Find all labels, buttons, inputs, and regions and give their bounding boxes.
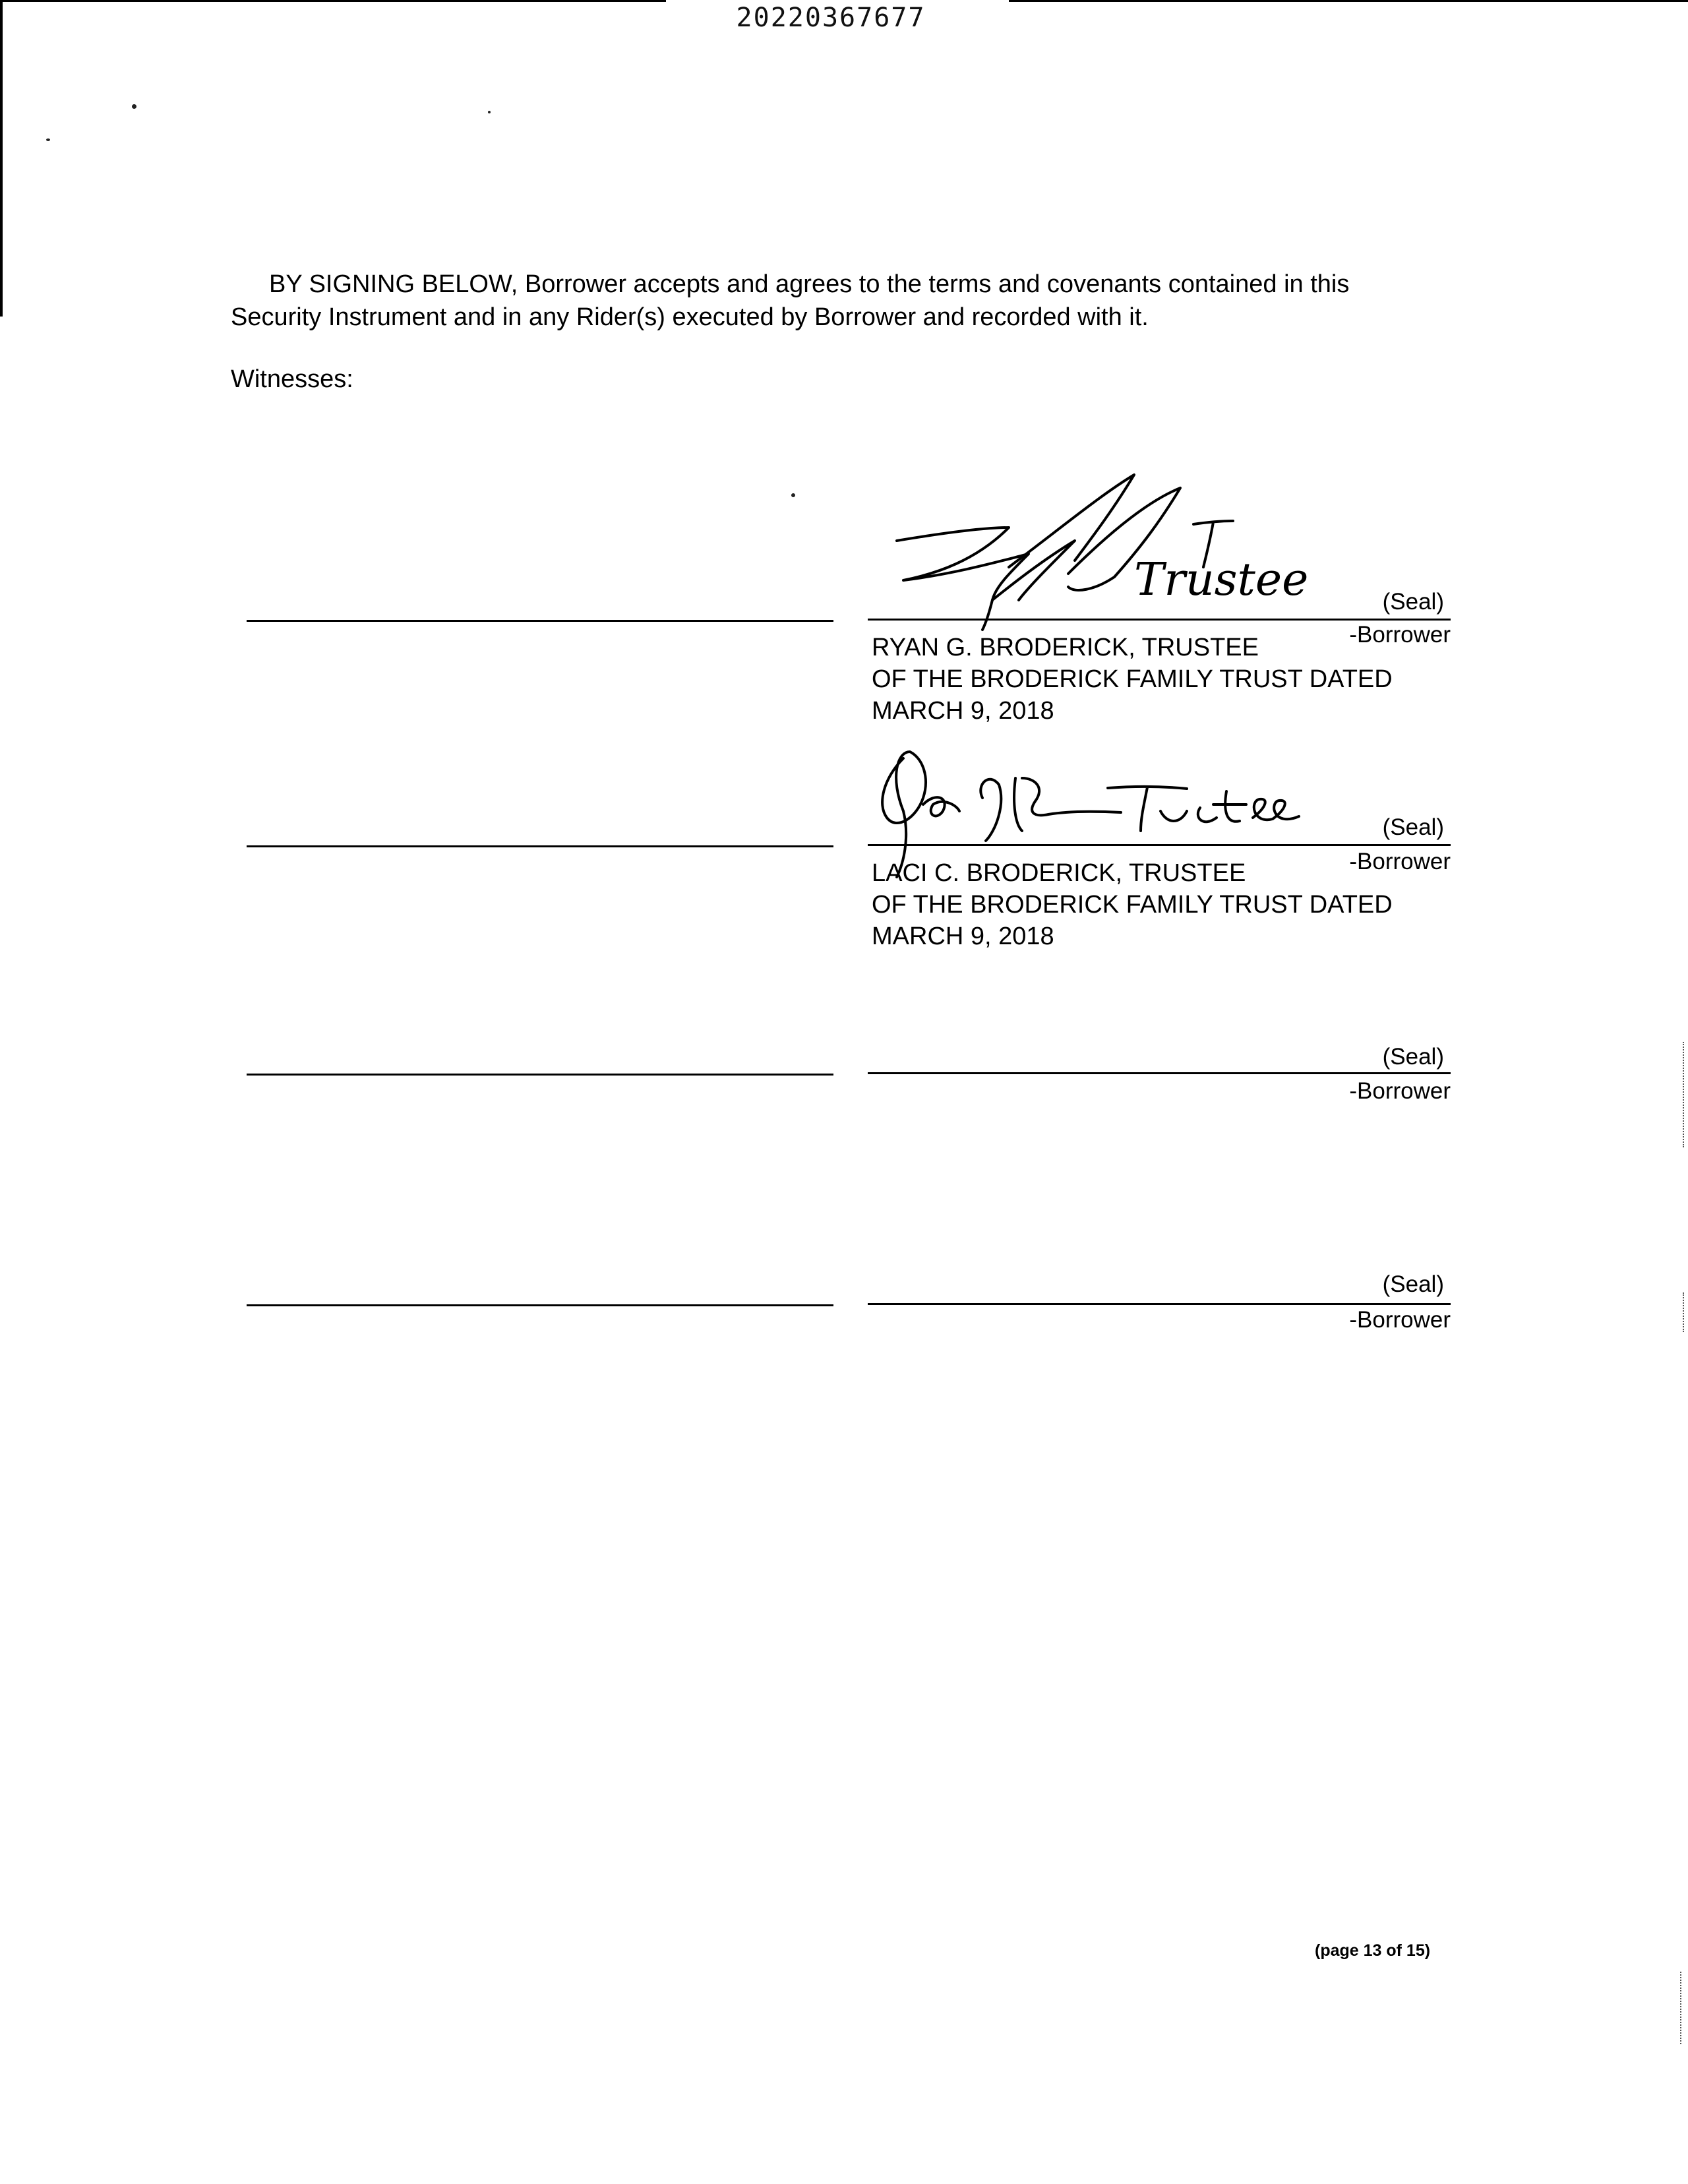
scan-speck <box>132 104 136 109</box>
borrower-role-4: -Borrower <box>1349 1307 1451 1333</box>
borrower-signature-line-3 <box>868 1072 1451 1074</box>
scan-speck <box>488 111 491 113</box>
borrower-name-1-line-1: RYAN G. BRODERICK, TRUSTEE <box>872 634 1259 661</box>
signature-ryan <box>877 462 1319 633</box>
seal-label-3: (Seal) <box>1382 1044 1444 1070</box>
intro-paragraph: BY SIGNING BELOW, Borrower accepts and agrees to the terms and covenants contained in this Security Instrument and in any Rider(s) executed by Borrower and recorded with it. <box>231 270 1350 331</box>
witness-line-2 <box>247 845 833 847</box>
scan-edge-marks <box>1683 1292 1685 1332</box>
borrower-name-2-line-3: MARCH 9, 2018 <box>872 923 1054 950</box>
scan-speck <box>791 493 795 497</box>
scan-edge-marks <box>1680 1972 1683 2044</box>
borrower-name-2-line-2: OF THE BRODERICK FAMILY TRUST DATED <box>872 891 1393 919</box>
handwritten-trustee-2 <box>1121 798 1295 850</box>
borrower-name-1-line-3: MARCH 9, 2018 <box>872 697 1054 725</box>
seal-label-2: (Seal) <box>1382 814 1444 840</box>
borrower-role-3: -Borrower <box>1349 1078 1451 1104</box>
recording-number: 20220367677 <box>736 3 926 33</box>
witness-line-3 <box>247 1074 833 1076</box>
borrower-signature-line-4 <box>868 1303 1451 1305</box>
witnesses-label: Witnesses: <box>231 365 353 393</box>
borrower-name-1 <box>872 632 1452 727</box>
borrower-role-2: -Borrower <box>1349 849 1451 874</box>
borrower-name-1-line-2: OF THE BRODERICK FAMILY TRUST DATED <box>872 665 1393 693</box>
page-number: (page 13 of 15) <box>1315 1941 1431 1960</box>
scan-edge-marks <box>1683 1042 1685 1147</box>
borrower-role-1: -Borrower <box>1349 622 1451 648</box>
witness-line-1 <box>247 620 833 622</box>
scan-edge <box>0 0 3 317</box>
scan-speck <box>46 138 50 141</box>
borrower-name-2-line-1: LACI C. BRODERICK, TRUSTEE <box>872 859 1246 887</box>
top-rule-left <box>0 0 666 2</box>
borrower-name-2 <box>872 857 1452 952</box>
handwritten-trustee-1: Trustee <box>1134 554 1309 606</box>
seal-label-1: (Seal) <box>1382 589 1444 615</box>
top-rule-right <box>1009 0 1688 2</box>
seal-label-4: (Seal) <box>1382 1271 1444 1297</box>
witness-line-4 <box>247 1304 833 1306</box>
